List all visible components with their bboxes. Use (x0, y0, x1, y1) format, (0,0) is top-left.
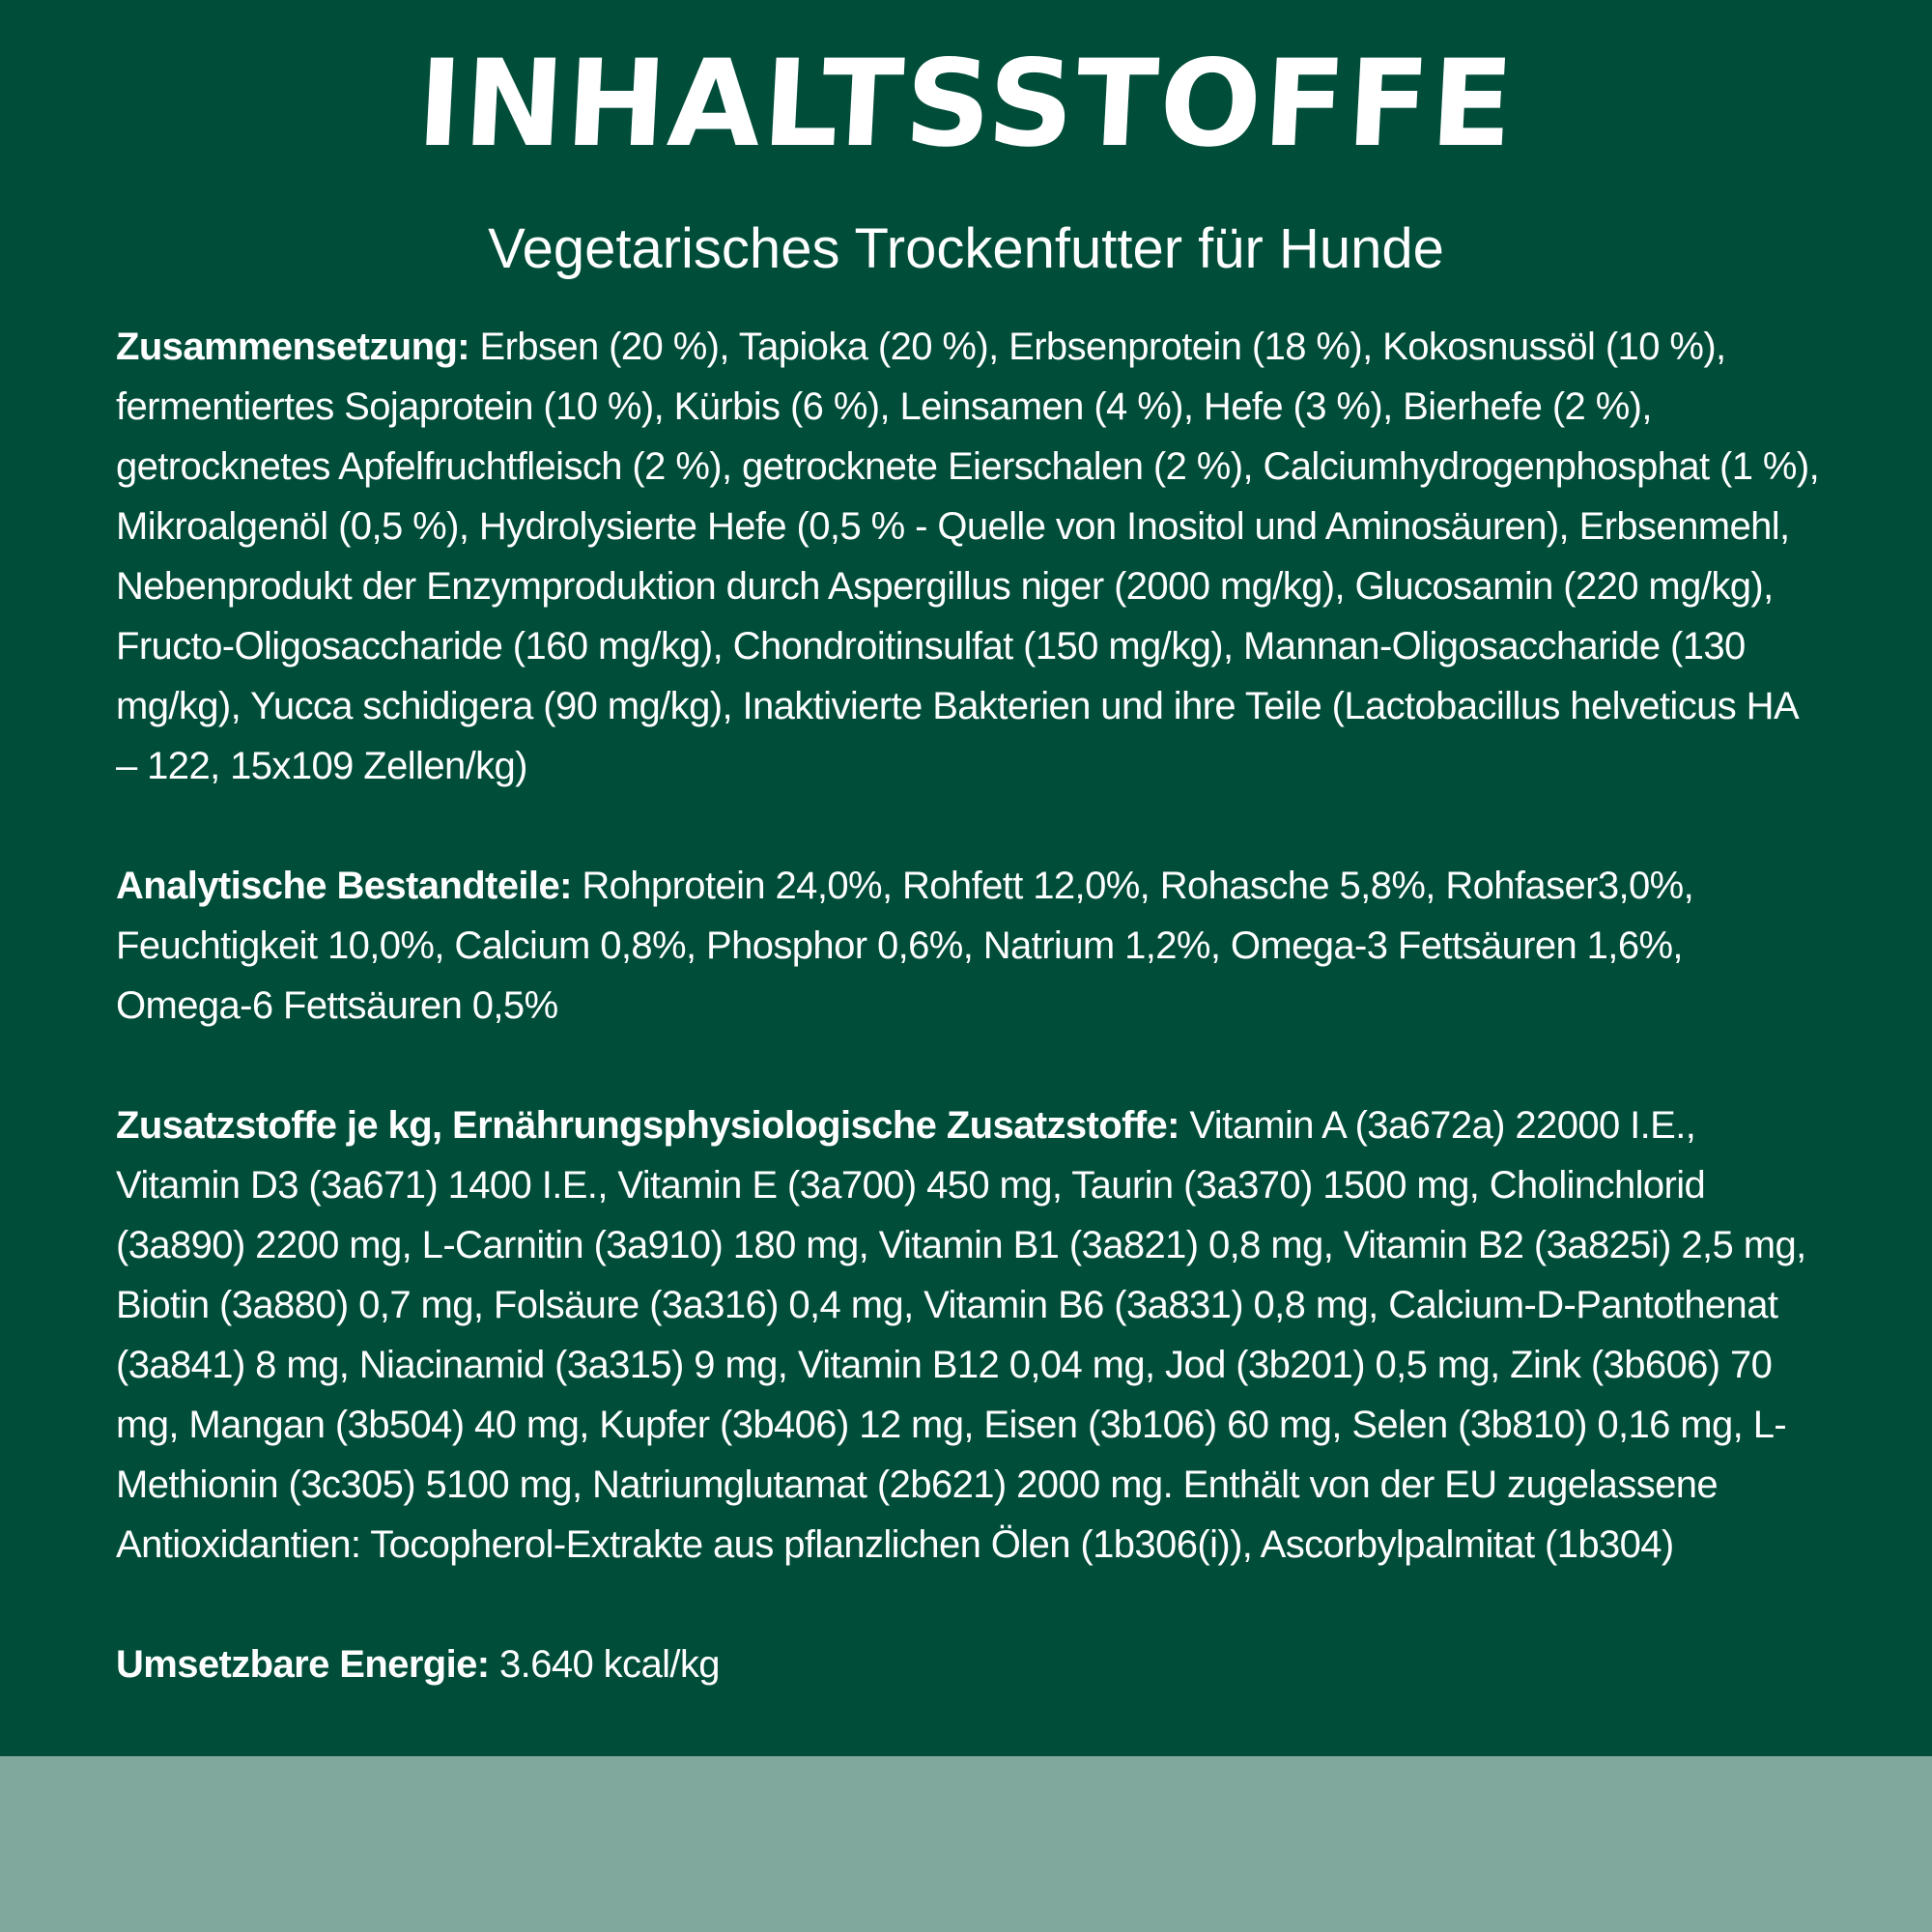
additives-label: Zusatzstoffe je kg, Ernährungsphysiologische Zusatzstoffe: (116, 1104, 1179, 1147)
ingredients-content (116, 317, 1826, 1694)
energy-text: 3.640 kcal/kg (499, 1643, 720, 1686)
additives-text: Vitamin A (3a672a) 22000 I.E., Vitamin D3 (3a671) 1400 I.E., Vitamin E (3a700) 450 mg, Taurin (3a370) 1500 mg, Cholinchlorid (3a890) 2200 mg, L-Carnitin (3a910) 180 mg, Vitamin B1 (3a821) 0,8 mg, Vitamin B2 (3a825i) 2,5 mg, Biotin (3a880) 0,7 mg, Folsäure (3a316) 0,4 mg, Vitamin B6 (3a831) 0,8 mg, Calcium-D-Pantothenat (3a841) 8 mg, Niacinamid (3a315) 9 mg, Vitamin B12 0,04 mg, Jod (3b201) 0,5 mg, Zink (3b606) 70 mg, Mangan (3b504) 40 mg, Kupfer (3b406) 12 mg, Eisen (3b106) 60 mg, Selen (3b810) 0,16 mg, L-Methionin (3c305) 5100 mg, Natriumglutamat (2b621) 2000 mg. Enthält von der EU zugelassene Antioxidantien: Tocopherol-Extrakte aus pflanzlichen Ölen (1b306(i)), Ascorbylpalmitat (1b304) (116, 1104, 1806, 1566)
composition-text: Erbsen (20 %), Tapioka (20 %), Erbsenprotein (18 %), Kokosnussöl (10 %), fermentiertes Sojaprotein (10 %), Kürbis (6 %), Leinsamen (4 %), Hefe (3 %), Bierhefe (2 %), getrocknetes Apfelfruchtfleisch (2 %), getrocknete Eierschalen (2 %), Calciumhydrogenphosphat (1 %), Mikroalgenöl (0,5 %), Hydrolysierte Hefe (0,5 % - Quelle von Inositol und Aminosäuren), Erbsenmehl, Nebenprodukt der Enzymproduktion durch Aspergillus niger (2000 mg/kg), Glucosamin (220 mg/kg), Fructo-Oligosaccharide (160 mg/kg), Chondroitinsulfat (150 mg/kg), Mannan-Oligosaccharide (130 mg/kg), Yucca schidigera (90 mg/kg), Inaktivierte Bakterien und ihre Teile (Lactobacillus helveticus HA – 122, 15x109 Zellen/kg) (116, 326, 1820, 787)
analytical-label: Analytische Bestandteile: (116, 865, 572, 907)
page-subtitle: Vegetarisches Trockenfutter für Hunde (488, 217, 1444, 280)
page-title: INHALTSSTOFFE (413, 35, 1519, 174)
composition-section (116, 317, 1826, 796)
energy-label: Umsetzbare Energie: (116, 1643, 490, 1686)
bottom-band (0, 1756, 1932, 1932)
analytical-section (116, 856, 1826, 1036)
energy-section (116, 1634, 1826, 1694)
analytical-text: Rohprotein 24,0%, Rohfett 12,0%, Rohasche 5,8%, Rohfaser3,0%, Feuchtigkeit 10,0%, Calcium 0,8%, Phosphor 0,6%, Natrium 1,2%, Omega-3 Fettsäuren 1,6%, Omega-6 Fettsäuren 0,5% (116, 865, 1694, 1027)
additives-section (116, 1095, 1826, 1575)
composition-label: Zusammensetzung: (116, 326, 470, 368)
